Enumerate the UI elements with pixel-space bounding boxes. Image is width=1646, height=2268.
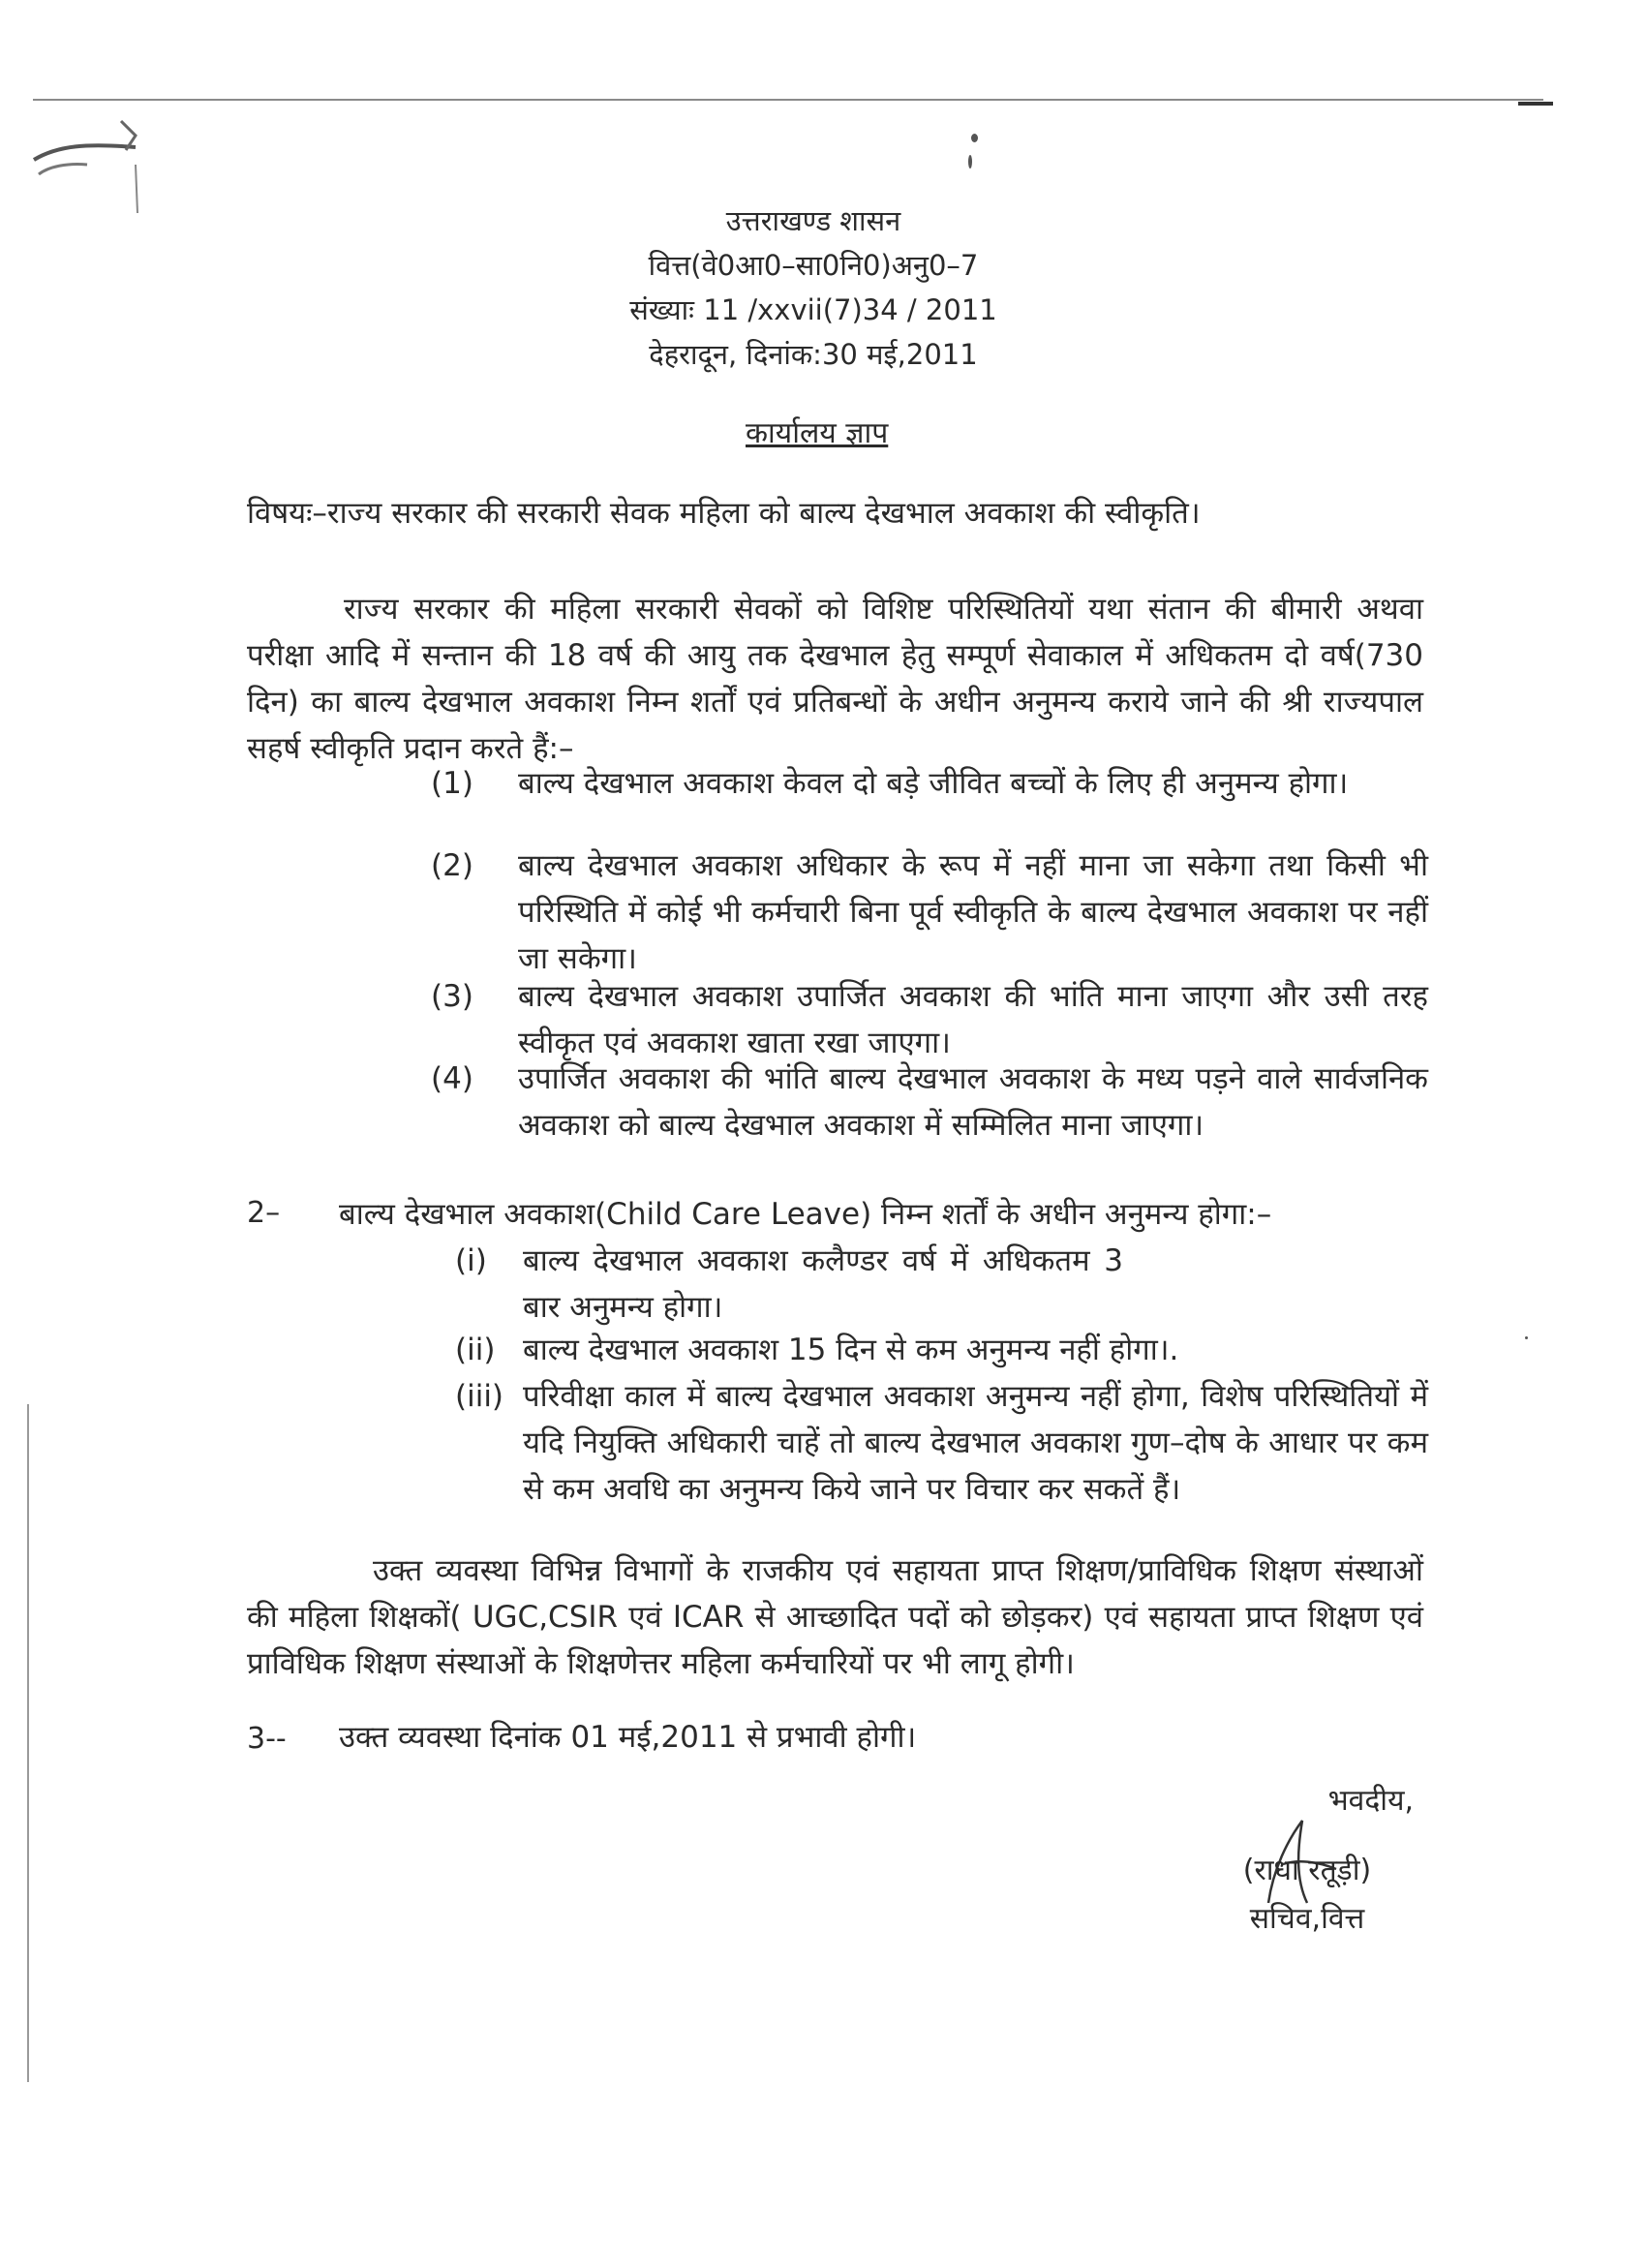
- signatory-designation: सचिव,वित्त: [1249, 1902, 1365, 1936]
- place-date: देहरादून, दिनांक:30 मई,2011: [649, 338, 978, 371]
- scan-rule-mark: [1518, 102, 1553, 106]
- order-title: कार्यालय ज्ञाप: [746, 416, 889, 450]
- signatory-name: (राधा रतूड़ी): [1242, 1854, 1372, 1887]
- department-name: वित्त(वे0आ0–सा0नि0)अनु0–7: [648, 249, 979, 282]
- scan-corner-mark: [29, 107, 165, 223]
- sub-item-text: बाल्य देखभाल अवकाश 15 दिन से कम अनुमन्य नहीं होगा।.: [523, 1333, 1179, 1367]
- section-3-text: उक्त व्यवस्था दिनांक 01 मई,2011 से प्रभावी होगी।: [339, 1720, 917, 1755]
- sub-item-number: (iii): [455, 1379, 504, 1414]
- scan-top-rule: [33, 99, 1543, 101]
- condition-number: (2): [431, 848, 473, 883]
- condition-text: बाल्य देखभाल अवकाश उपार्जित अवकाश की भांति माना जाएगा और उसी तरह स्वीकृत एवं अवकाश खाता रखा जाएगा।: [518, 979, 1428, 1060]
- reference-number: संख्याः 11 /xxvii(7)34 / 2011: [629, 293, 997, 326]
- main-paragraph: राज्य सरकार की महिला सरकारी सेवकों को विशिष्ट परिस्थितियों यथा संतान की बीमारी अथवा परीक्षा आदि में सन्तान की 18 वर्ष की आयु तक देखभाल हेतु सम्पूर्ण सेवाकाल में अधिकतम दो वर्ष(730 दिन) का बाल्य देखभाल अवकाश निम्न शर्तों एवं प्रतिबन्धों के अधीन अनुमन्य कराये जाने की श्री राज्यपाल सहर्ष स्वीकृति प्रदान करते हैं:–: [247, 592, 1423, 766]
- section-3-number: 3--: [247, 1722, 287, 1756]
- condition-number: (3): [431, 979, 473, 1014]
- scan-speck: [1525, 1336, 1528, 1339]
- sub-item-text: बाल्य देखभाल अवकाश कलैण्डर वर्ष में अधिकतम 3 बार अनुमन्य होगा।: [523, 1243, 1123, 1325]
- sub-item-number: (i): [455, 1243, 487, 1278]
- sub-item-text: परिवीक्षा काल में बाल्य देखभाल अवकाश अनुमन्य नहीं होगा, विशेष परिस्थितियों में यदि नियुक्ति अधिकारी चाहें तो बाल्य देखभाल अवकाश गुण–दोष के आधार पर कम से कम अवधि का अनुमन्य किये जाने पर विचार कर सकतें हैं।: [523, 1379, 1428, 1507]
- section-2-number: 2–: [247, 1196, 281, 1230]
- condition-number: (4): [431, 1061, 473, 1096]
- scan-margin-line: [27, 1404, 29, 2082]
- govt-name: उत्तराखण्ड शासन: [725, 204, 901, 237]
- condition-text: बाल्य देखभाल अवकाश अधिकार के रूप में नहीं माना जा सकेगा तथा किसी भी परिस्थिति में कोई भी कर्मचारी बिना पूर्व स्वीकृति के बाल्य देखभाल अवकाश पर नहीं जा सकेगा।: [518, 848, 1428, 976]
- letter-header: [542, 199, 1084, 377]
- condition-number: (1): [431, 766, 473, 801]
- section-2-heading: बाल्य देखभाल अवकाश(Child Care Leave) निम्न शर्तों के अधीन अनुमन्य होगा:–: [339, 1197, 1272, 1232]
- sub-item-number: (ii): [455, 1333, 496, 1367]
- scan-speck: [971, 134, 978, 142]
- condition-text: उपार्जित अवकाश की भांति बाल्य देखभाल अवकाश के मध्य पड़ने वाले सार्वजनिक अवकाश को बाल्य देखभाल अवकाश में सम्मिलित माना जाएगा।: [518, 1061, 1428, 1143]
- signature-block: [1191, 1777, 1423, 1944]
- subject-line: विषयः–राज्य सरकार की सरकारी सेवक महिला को बाल्य देखभाल अवकाश की स्वीकृति।: [247, 496, 1201, 531]
- closing-paragraph: उक्त व्यवस्था विभिन्न विभागों के राजकीय एवं सहायता प्राप्त शिक्षण/प्राविधिक शिक्षण संस्थाओं की महिला शिक्षकों( UGC,CSIR एवं ICAR से आच्छादित पदों को छोड़कर) एवं सहायता प्राप्त शिक्षण एवं प्राविधिक शिक्षण संस्थाओं के शिक्षणेत्तर महिला कर्मचारियों पर भी लागू होगी।: [247, 1553, 1423, 1681]
- signature-closing: भवदीय,: [1327, 1784, 1414, 1818]
- condition-text: बाल्य देखभाल अवकाश केवल दो बड़े जीवित बच्चों के लिए ही अनुमन्य होगा।: [518, 766, 1349, 801]
- scan-speck: [968, 155, 972, 169]
